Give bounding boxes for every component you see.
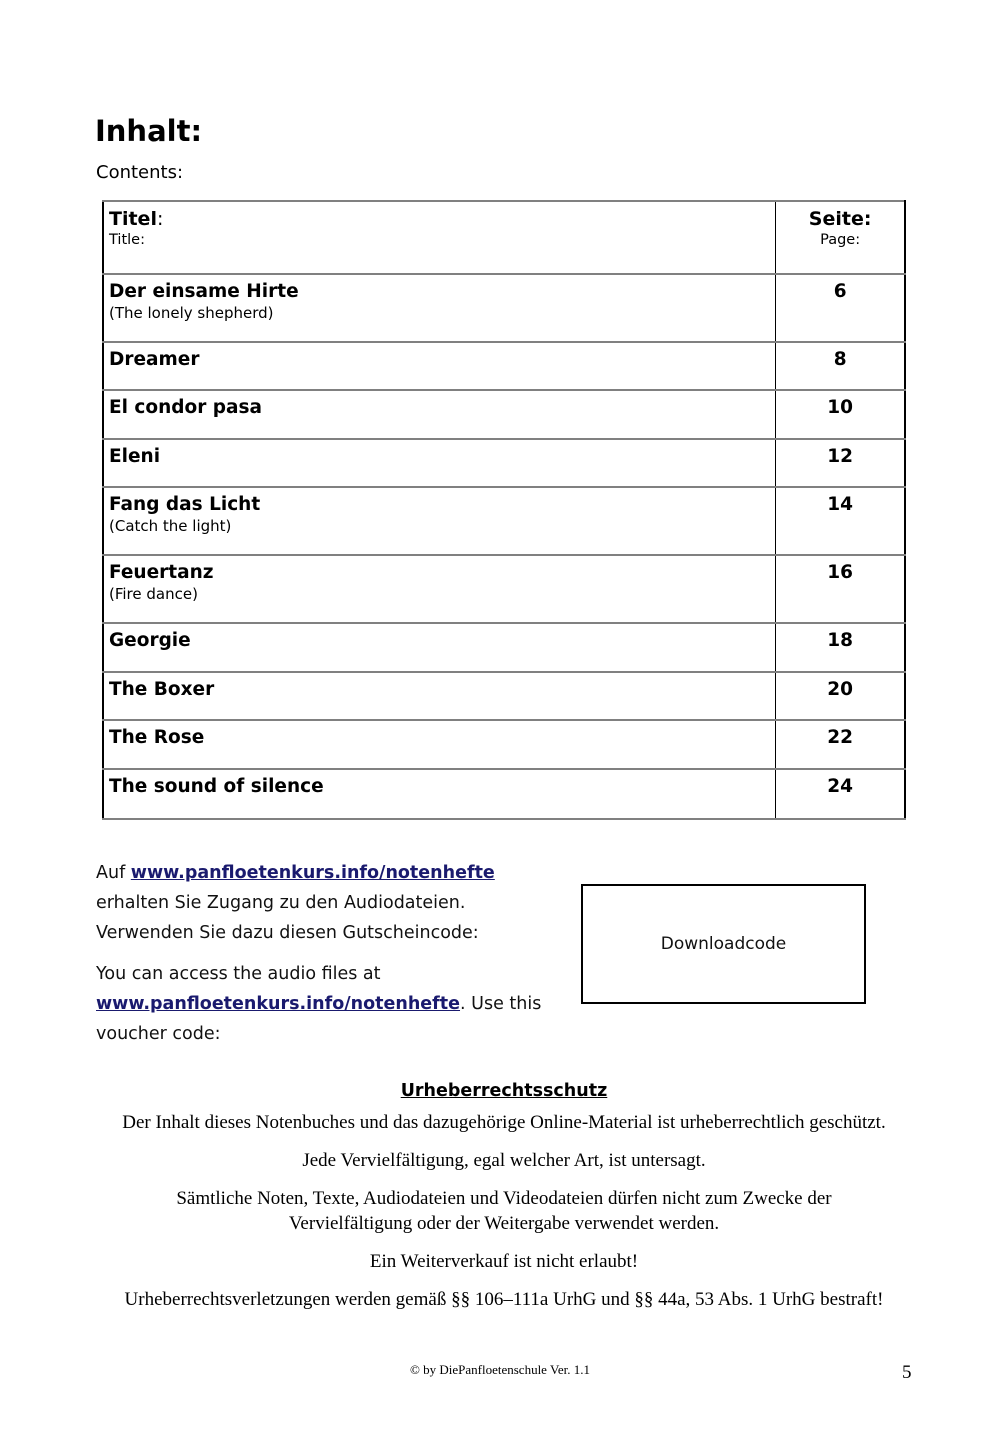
page-title: Inhalt: [95,114,203,148]
download-code-label: Downloadcode [660,934,787,954]
notenhefte-link-en[interactable]: www.panfloetenkurs.info/notenhefte [96,994,461,1014]
header-title-en: Title: [109,232,145,248]
copyright-paragraph: Urheberrechtsverletzungen werden gemäß §§ 106–111a UrhG und §§ 44a, 53 Abs. 1 UrhG bestraft! [124,1289,884,1310]
row-page: 6 [833,281,847,302]
row-title: Der einsame Hirte [109,281,299,302]
notenhefte-link[interactable]: www.panfloetenkurs.info/notenhefte [130,863,495,883]
header-page-cell [776,201,905,274]
row-page: 10 [827,397,853,418]
row-subtitle: (Fire dance) [109,585,198,603]
table-row[interactable] [103,672,905,720]
header-page-en: Page: [820,232,861,248]
row-title: Dreamer [109,349,200,370]
table-row[interactable] [103,487,905,555]
copyright-paragraph: Der Inhalt dieses Notenbuches und das dazugehörige Online-Material ist urheberrechtlich geschützt. [122,1112,886,1133]
row-page: 20 [827,679,853,700]
row-title: Eleni [109,446,161,467]
table-row[interactable] [103,342,905,390]
header-title-de: Titel [109,208,157,230]
row-page: 16 [827,562,853,583]
row-subtitle: (The lonely shepherd) [109,304,274,322]
table-row[interactable] [103,720,905,769]
row-page: 18 [827,630,853,651]
row-title: Feuertanz [109,562,214,583]
table-row[interactable] [103,623,905,672]
row-title: Fang das Licht [109,494,261,515]
copyright-paragraph: Sämtliche Noten, Texte, Audiodateien und Videodateien dürfen nicht zum Zwecke der Vervielfältigung oder der Weitergabe verwendet werden. [176,1188,832,1234]
page-number: 5 [902,1362,912,1383]
info-english [96,959,546,1049]
info-de-prefix: Auf [96,863,131,883]
info-en-prefix: You can access the audio files at [96,964,381,984]
download-code-box [581,884,866,1004]
table-row[interactable] [103,555,905,623]
row-subtitle: (Catch the light) [109,517,232,535]
info-german [96,858,546,948]
copyright-section [95,1078,913,1325]
row-page: 22 [827,727,853,748]
table-row[interactable] [103,390,905,439]
row-page: 12 [827,446,853,467]
header-page-de: Seite: [808,208,872,230]
page-subtitle: Contents: [96,162,184,183]
row-page: 14 [827,494,853,515]
header-title-colon: : [156,208,164,230]
row-title: El condor pasa [109,397,263,418]
row-title: Georgie [109,630,191,651]
table-row[interactable] [103,439,905,487]
row-title: The sound of silence [109,776,324,797]
copyright-paragraph: Jede Vervielfältigung, egal welcher Art, ist untersagt. [302,1150,706,1171]
row-title: The Boxer [109,679,215,700]
table-row[interactable] [103,769,905,819]
info-de-suffix: erhalten Sie Zugang zu den Audiodateien. Verwenden Sie dazu diesen Gutscheincode: [96,893,479,943]
info-en-suffix: . Use this voucher code: [96,994,542,1044]
footer-credit: © by DiePanfloetenschule Ver. 1.1 [410,1362,591,1377]
row-title: The Rose [109,727,205,748]
row-page: 24 [827,776,853,797]
table-row[interactable] [103,274,905,342]
audio-access-info [96,858,546,1060]
contents-table [102,200,906,820]
copyright-paragraph: Ein Weiterverkauf ist nicht erlaubt! [369,1251,639,1272]
header-title-cell [103,201,776,274]
copyright-heading: Urheberrechtsschutz [400,1081,608,1101]
row-page: 8 [833,349,847,370]
table-header-row [103,201,905,274]
